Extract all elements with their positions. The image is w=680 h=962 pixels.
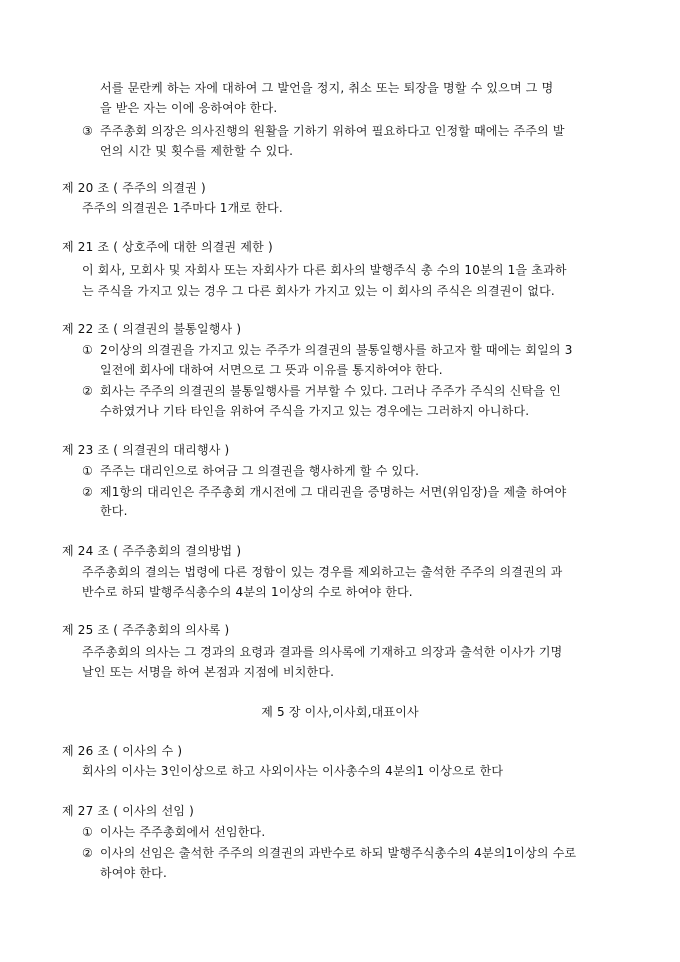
item-number: ① xyxy=(82,825,93,839)
article-heading: 제 20 조 ( 주주의 의결권 ) xyxy=(62,181,206,195)
list-item xyxy=(82,482,566,502)
item-number: ② xyxy=(82,485,93,499)
list-item xyxy=(82,822,265,842)
article-heading: 제 24 조 ( 주주총회의 결의방법 ) xyxy=(62,544,242,558)
item-text: 제1항의 대리인은 주주총회 개시전에 그 대리권을 증명하는 서면(위임장)을 제출 하여야 xyxy=(100,485,567,499)
list-item xyxy=(82,121,565,141)
paragraph-line: 일전에 회사에 대하여 서면으로 그 뜻과 이유를 통지하여야 한다. xyxy=(100,363,443,377)
list-item xyxy=(82,461,419,481)
paragraph-line: 회사의 이사는 3인이상으로 하고 사외이사는 이사총수의 4분의1 이상으로 한다 xyxy=(82,764,504,778)
paragraph-line: 한다. xyxy=(100,504,128,518)
item-text: 주주는 대리인으로 하여금 그 의결권을 행사하게 할 수 있다. xyxy=(100,464,420,478)
chapter-heading: 제 5 장 이사,이사회,대표이사 xyxy=(261,705,419,719)
item-number: ③ xyxy=(82,124,93,138)
item-number: ② xyxy=(82,384,93,398)
item-number: ② xyxy=(82,846,93,860)
item-text: 이사의 선임은 출석한 주주의 의결권의 과반수로 하되 발행주식총수의 4분의1이상의 수로 xyxy=(100,846,577,860)
paragraph-line: 하여야 한다. xyxy=(100,866,167,880)
paragraph-line: 을 받은 자는 이에 응하여야 한다. xyxy=(100,101,278,115)
list-item xyxy=(82,340,573,360)
paragraph-line: 주주총회의 결의는 법령에 다른 정함이 있는 경우를 제외하고는 출석한 주주의 의결권의 과 xyxy=(82,565,563,579)
item-text: 2이상의 의결권을 가지고 있는 주주가 의결권의 불통일행사를 하고자 할 때에는 회일의 3 xyxy=(100,343,573,357)
item-text: 이사는 주주총회에서 선임한다. xyxy=(100,825,266,839)
paragraph-line: 반수로 하되 발행주식총수의 4분의 1이상의 수로 하여야 한다. xyxy=(82,585,413,599)
article-heading: 제 23 조 ( 의결권의 대리행사 ) xyxy=(62,443,230,457)
article-heading: 제 21 조 ( 상호주에 대한 의결권 제한 ) xyxy=(62,240,273,254)
paragraph-line: 이 회사, 모회사 및 자회사 또는 자회사가 다른 회사의 발행주식 총 수의 10분의 1을 초과하 xyxy=(82,263,567,277)
article-heading: 제 27 조 ( 이사의 선임 ) xyxy=(62,804,195,818)
list-item xyxy=(82,381,561,401)
item-number: ① xyxy=(82,343,93,357)
paragraph-line: 는 주식을 가지고 있는 경우 그 다른 회사가 가지고 있는 이 회사의 주식은 의결권이 없다. xyxy=(82,284,555,298)
paragraph-line: 날인 또는 서명을 하여 본점과 지점에 비치한다. xyxy=(82,665,335,679)
article-heading: 제 22 조 ( 의결권의 불통일행사 ) xyxy=(62,322,242,336)
item-text: 주주총회 의장은 의사진행의 원활을 기하기 위하여 필요하다고 인정할 때에는 주주의 발 xyxy=(100,124,565,138)
paragraph-line: 수하였거나 기타 타인을 위하여 주식을 가지고 있는 경우에는 그러하지 아니하다. xyxy=(100,404,530,418)
paragraph-line: 서를 문란케 하는 자에 대하여 그 발언을 정지, 취소 또는 퇴장을 명할 수 있으며 그 명 xyxy=(100,81,554,95)
article-heading: 제 26 조 ( 이사의 수 ) xyxy=(62,744,183,758)
article-heading: 제 25 조 ( 주주총회의 의사록 ) xyxy=(62,623,230,637)
paragraph-line: 주주의 의결권은 1주마다 1개로 한다. xyxy=(82,201,283,215)
item-text: 회사는 주주의 의결권의 불통일행사를 거부할 수 있다. 그러나 주주가 주식의 신탁을 인 xyxy=(100,384,561,398)
item-number: ① xyxy=(82,464,93,478)
paragraph-line: 주주총회의 의사는 그 경과의 요령과 결과를 의사록에 기재하고 의장과 출석한 이사가 기명 xyxy=(82,645,563,659)
list-item xyxy=(82,843,576,863)
paragraph-line: 언의 시간 및 횟수를 제한할 수 있다. xyxy=(100,144,294,158)
